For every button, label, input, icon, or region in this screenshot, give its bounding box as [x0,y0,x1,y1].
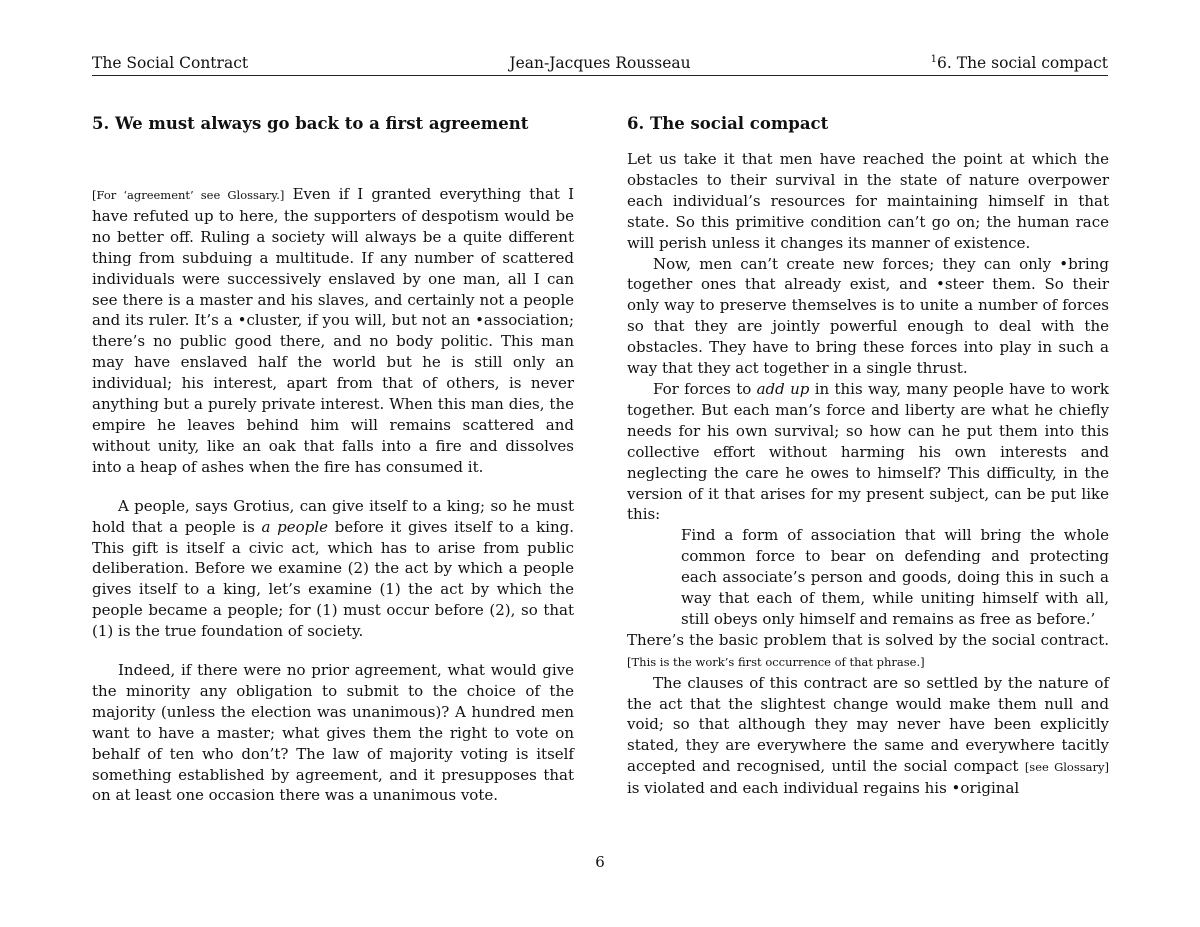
emphasis-a-people: a people [261,517,328,536]
left-paragraph-2 [92,496,574,642]
right-column [627,112,1109,799]
left-paragraph-2-text-a: A people, says Grotius, can give itself to a king; so he must hold that a people is [92,496,574,536]
right-paragraph-5-text-b: is violated and each individual regains his •original [627,779,1020,798]
header-section-title: 6. The social compact [937,54,1108,72]
header-book-title: The Social Contract [92,54,249,72]
right-paragraph-2: Now, men can’t create new forces; they can only •bring together ones that already exist, and •steer them. So their only way to preserve themselves is to unite a number of forces so that they are jointly powerful enough to deal with the obstacles. They have to bring these forces into play in such a way that they act together in a single thrust. [627,254,1109,378]
glossary-note-2: [see Glossary] [1024,760,1109,775]
block-quote: Find a form of association that will bring the whole common force to bear on defending and protecting each associate’s person and goods, doing this in such a way that each of them, while uniting himself with all, still obeys only himself and remains as free as before.’ [681,526,1109,628]
right-paragraph-4 [627,630,1109,673]
left-column [92,112,574,806]
header-author: Jean-Jacques Rousseau [509,54,691,72]
phrase-note: [This is the work’s first occurrence of that phrase.] [627,654,925,669]
section-6-heading: 6. The social compact [627,114,829,133]
right-paragraph-3-text-a: For forces to [653,379,757,398]
right-paragraph-1: Let us take it that men have reached the point at which the obstacles to their survival in the state of nature overpower each individual’s resources for maintaining himself in that state. So this primitive condition can’t go on; the human race will perish unless it changes its manner of existence. [627,150,1109,252]
header-footnote-marker: 1 [930,54,938,65]
page-number: 6 [595,853,605,871]
left-paragraph-2-text-b: before it gives itself to a king. This gift is itself a civic act, which has to arise from public deliberation. Before we examine (2) the act by which a people gives itself to a king, let’s examine (1) the act by which the people became a people; for (1) must occur before (2), so that (1) is the true foundation of society. [92,517,574,641]
right-paragraph-5-text-a: The clauses of this contract are so settled by the nature of the act that the slightest change would make them null and void; so that although they may never have been explicitly stated, they are everywhere the same and everywhere tacitly accepted and recognised, until the social compact [627,673,1109,776]
running-header [92,53,1108,76]
left-paragraph-1-text: Even if I granted everything that I have refuted up to here, the supporters of despotism would be no better off. Ruling a society will always be a quite different thing from subduing a multitude. If any number of scattered individuals were successively enslaved by one man, all I can see there is a master and his slaves, and certainly not a people and its ruler. It’s a •cluster, if you will, but not an •association; there’s no public good there, and no body politic. This man may have enslaved half the world but he is still only an individual; his interest, apart from that of others, is never anything but a purely private interest. When this man dies, the empire he leaves behind him will remains scattered and without unity, like an oak that falls into a fire and dissolves into a heap of ashes when the fire has consumed it. [92,185,575,476]
glossary-note: [For ‘agreement’ see Glossary.] [92,188,285,202]
section-5-heading: 5. We must always go back to a first agreement [92,114,529,133]
right-paragraph-3 [627,379,1109,525]
right-paragraph-5 [627,673,1109,799]
header-section [931,53,1108,73]
right-paragraph-3-text-b: in this way, many people have to work together. But each man’s force and liberty are what he chiefly needs for his own survival; so how can he put them into this collective effort without harming his own interests and neglecting the care he owes to himself? This difficulty, in the version of it that arises for my present subject, can be put like this: [627,379,1109,524]
left-paragraph-3: Indeed, if there were no prior agreement, what would give the minority any obligation to submit to the choice of the majority (unless the election was unanimous)? A hundred men want to have a master; what gives them the right to vote on behalf of ten who don’t? The law of majority voting is itself something established by agreement, and it presupposes that on at least one occasion there was a unanimous vote. [92,661,574,805]
right-paragraph-4-text: There’s the basic problem that is solved by the social contract. [627,630,1109,649]
emphasis-add-up: add up [756,379,810,398]
left-paragraph-1 [92,184,574,478]
